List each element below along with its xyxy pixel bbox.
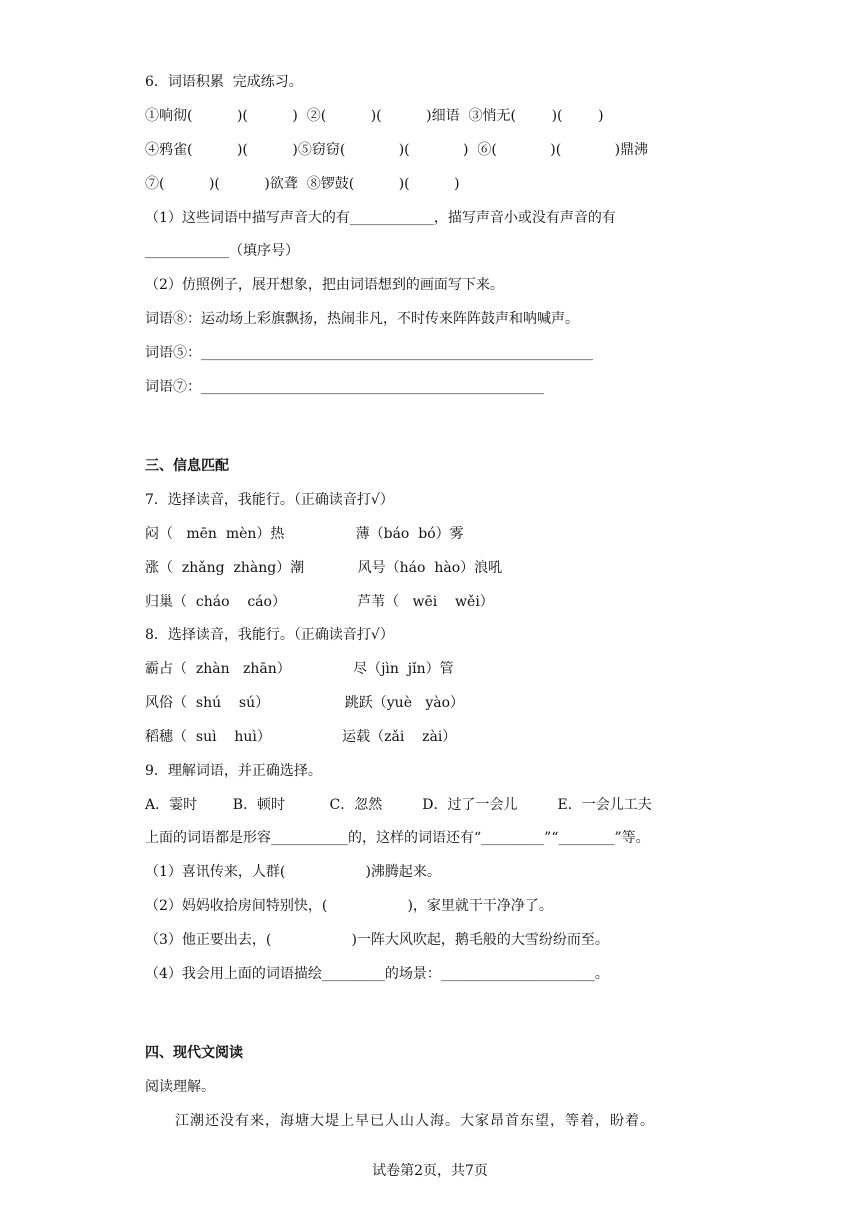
q7-row-2: 涨（ zhǎng zhàng）潮 风号（háo hào）浪吼 bbox=[145, 560, 503, 576]
q9-sentence-2: （2）妈妈收拾房间特别快，( )，家里就干干净净了。 bbox=[145, 898, 553, 914]
q9-description: 上面的词语都是形容___________的，这样的词语还有“_________”“________”等。 bbox=[145, 830, 650, 846]
reading-intro: 阅读理解。 bbox=[145, 1079, 215, 1095]
section-3-heading: 三、信息匹配 bbox=[145, 458, 229, 474]
q8-row-1: 霸占（ zhàn zhān） 尽（jìn jǐn）管 bbox=[145, 661, 454, 677]
q9-title: 9．理解词语，并正确选择。 bbox=[145, 763, 322, 779]
page-footer: 试卷第2页，共7页 bbox=[372, 1163, 488, 1179]
q6-row-3: ⑦( )( )欲聋 ⑧锣鼓( )( ) bbox=[145, 176, 460, 192]
q6-row-2: ④鸦雀( )( )⑤窃窃( )( ) ⑥( )( )鼎沸 bbox=[145, 142, 649, 158]
section-4-heading: 四、现代文阅读 bbox=[145, 1045, 243, 1061]
q8-title: 8．选择读音，我能行。（正确读音打√） bbox=[145, 627, 394, 643]
q6-title: 6．词语积累 完成练习。 bbox=[145, 74, 303, 90]
q6-sub-1b: ____________（填序号） bbox=[145, 243, 299, 259]
reading-paragraph-1: 江潮还没有来，海塘大堤上早已人山人海。大家昂首东望，等着，盼着。 bbox=[175, 1113, 655, 1129]
q8-row-3: 稻穗（ suì huì） 运载（zǎi zài） bbox=[145, 729, 457, 745]
q9-sentence-3: （3）他正要出去，( )一阵大风吹起，鹅毛般的大雪纷纷而至。 bbox=[145, 932, 609, 948]
q6-answer-7: 词语⑦：_________________________________________________ bbox=[145, 379, 544, 395]
q9-sentence-1: （1）喜讯传来，人群( )沸腾起来。 bbox=[145, 864, 441, 880]
q7-title: 7．选择读音，我能行。（正确读音打√） bbox=[145, 492, 394, 508]
q6-sub-1a: （1）这些词语中描写声音大的有____________，描写声音小或没有声音的有 bbox=[145, 210, 616, 226]
q7-row-3: 归巢（ cháo cáo） 芦苇（ wēi wěi） bbox=[145, 594, 494, 610]
q6-sub-2: （2）仿照例子，展开想象，把由词语想到的画面写下来。 bbox=[145, 277, 504, 293]
q6-row-1: ①响彻( )( ) ②( )( )细语 ③悄无( )( ) bbox=[145, 108, 604, 124]
q9-sentence-4: （4）我会用上面的词语描绘_________的场景：______________________。 bbox=[145, 966, 609, 982]
q8-row-2: 风俗（ shú sú） 跳跃（yuè yào） bbox=[145, 695, 465, 711]
q6-answer-5: 词语⑤：________________________________________________________ bbox=[145, 345, 593, 361]
q6-example: 词语⑧：运动场上彩旗飘扬，热闹非凡，不时传来阵阵鼓声和呐喊声。 bbox=[145, 311, 579, 327]
q9-options: A．霎时 B．顿时 C．忽然 D．过了一会儿 E．一会儿工夫 bbox=[145, 797, 652, 813]
q7-row-1: 闷（ mēn mèn）热 薄（báo bó）雾 bbox=[145, 526, 464, 542]
